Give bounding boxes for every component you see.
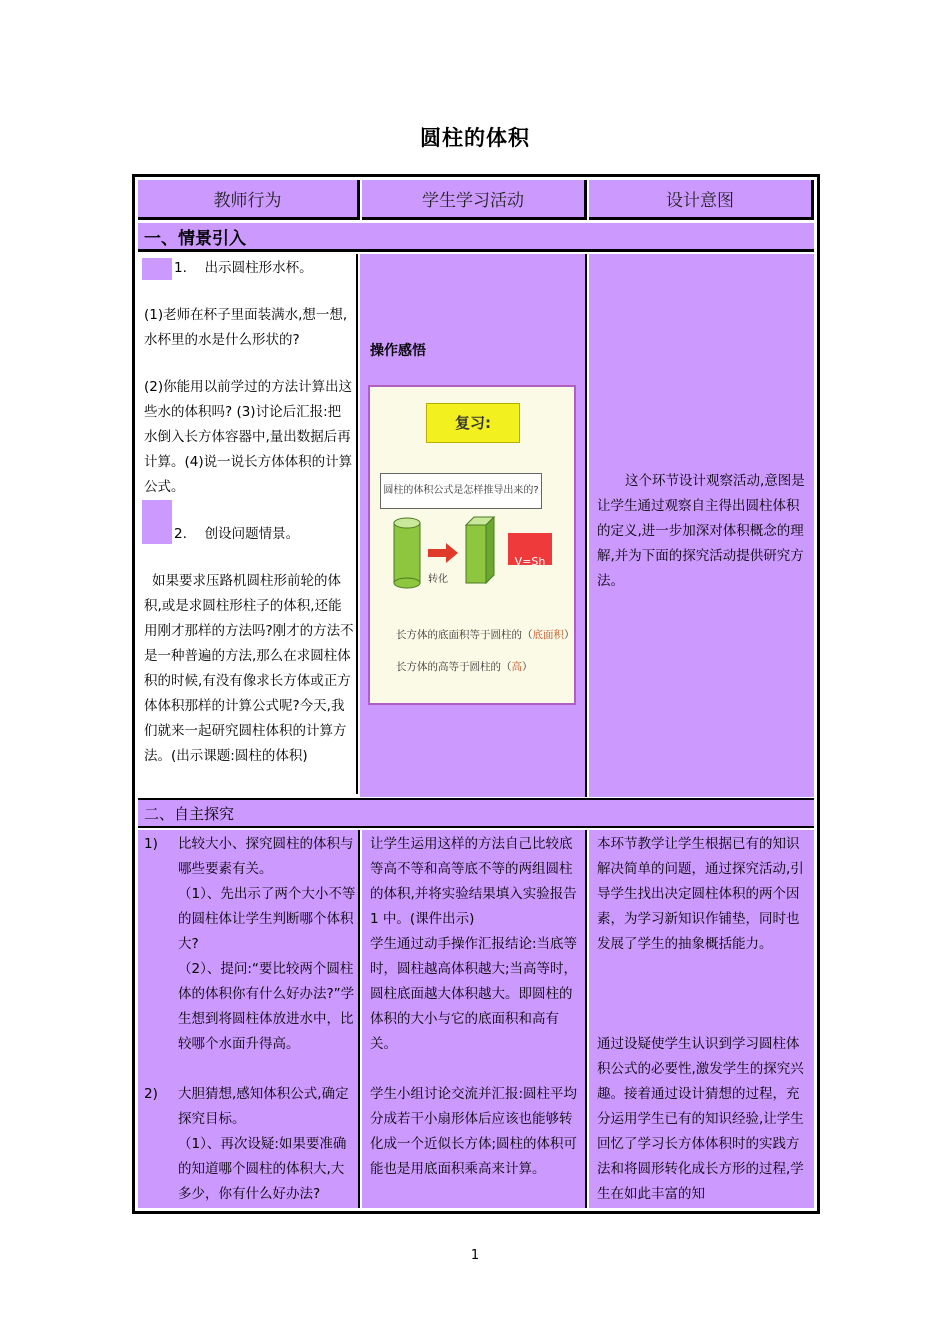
header-teacher: 教师行为 [138, 180, 360, 220]
review-question: 圆柱的体积公式是怎样推导出来的? [380, 473, 542, 509]
section1-teacher-p3: 如果要求压路机圆柱形前轮的体积,或是求圆柱形柱子的体积,还能用刚才那样的方法吗?刚才的方法不是一种普遍的方法,那么在求圆柱体积的时候,有没有像求长方体或正方体体积那样的计算公式呢?今天,我们就来一起研究圆柱体积的计算方法。(出示课题:圆柱的体积) [144, 573, 354, 764]
section2-teacher-n2: 2) [144, 1086, 158, 1102]
cylinder-icon [394, 518, 420, 588]
section2-teacher-t1a: （1）、先出示了两个大小不等的圆柱体让学生判断哪个体积大? [178, 886, 356, 952]
review-line1: 长方体的底面积等于圆柱的（底面积） [396, 629, 575, 641]
section2-heading: 二、自主探究 [138, 798, 814, 828]
section1-student-label: 操作感悟 [370, 343, 426, 359]
section1-teacher-p1: (1)老师在杯子里面装满水,想一想,水杯里的水是什么形状的? [144, 307, 348, 348]
cylinder-to-cuboid-diagram [384, 513, 564, 593]
review-slide-image [368, 385, 576, 705]
highlight-block [142, 258, 172, 280]
section2-intent-p2: 通过设疑使学生认识到学习圆柱体积公式的必要性,激发学生的探究兴趣。接着通过设计猜想的过程，充分运用学生已有的知识经验,让学生回忆了学习长方体体积时的实践方法和将圆形转化成长方形的过程,学生在如此丰富的知 [597, 1036, 804, 1202]
page-number: 1 [470, 1248, 480, 1263]
header-intent: 设计意图 [589, 180, 814, 220]
section2-intent-p1: 本环节教学让学生根据已有的知识解决简单的问题，通过探究活动,引导学生找出决定圆柱体积的两个因素，为学习新知识作铺垫，同时也发展了学生的抽象概括能力。 [597, 836, 804, 952]
review-tag: 复习: [426, 403, 520, 443]
section2-teacher-t1: 比较大小、探究圆柱的体积与哪些要素有关。 [178, 836, 354, 877]
arrow-icon [428, 543, 458, 563]
section2-student-p1: 让学生运用这样的方法自己比较底等高不等和高等底不等的两组圆柱的体积,并将实验结果填入实验报告 1 中。(课件出示) [370, 836, 577, 927]
section1-teacher-p2: (2)你能用以前学过的方法计算出这些水的体积吗? (3)讨论后汇报:把水倒入长方体容器中,量出数据后再计算。(4)说一说长方体体积的计算公式。 [144, 379, 353, 495]
review-line2: 长方体的高等于圆柱的（高） [396, 661, 533, 673]
section1-teacher-item2: 2. 创设问题情景。 [174, 526, 300, 542]
header-student: 学生学习活动 [362, 180, 587, 220]
section1-intent: 这个环节设计观察活动,意图是让学生通过观察自主得出圆柱体积的定义,进一步加深对体积概念的理解,并为下面的探究活动提供研究方法。 [597, 473, 805, 589]
formula-text: V=Sh [514, 555, 546, 568]
section2-student-p2: 学生通过动手操作汇报结论:当底等时，圆柱越高体积越大;当高等时，圆柱底面越大体积越大。即圆柱的体积的大小与它的底面积和高有关。 [370, 936, 578, 1052]
section2-teacher-t1b: （2）、提问:“要比较两个圆柱体的体积你有什么好办法?”学生想到将圆柱体放进水中，比较哪个水面升得高。 [178, 961, 355, 1052]
section2-teacher-t2: 大胆猜想,感知体积公式,确定探究目标。 [178, 1086, 349, 1127]
section1-heading: 一、情景引入 [138, 223, 814, 252]
highlight-block [142, 500, 172, 544]
convert-label: 转化 [428, 574, 448, 585]
section2-teacher-n1: 1) [144, 836, 158, 852]
cuboid-icon [466, 517, 494, 583]
section1-teacher-item1: 1. 出示圆柱形水杯。 [174, 260, 313, 276]
page-title: 圆柱的体积 [420, 126, 530, 150]
section2-student-p3: 学生小组讨论交流并汇报:圆柱平均分成若干小扇形体后应该也能够转化成一个近似长方体;圆柱的体积可能也是用底面积乘高来计算。 [370, 1086, 578, 1177]
section2-teacher-t2a: （1）、再次设疑:如果要准确的知道哪个圆柱的体积大,大多少，你有什么好办法? [178, 1136, 347, 1202]
